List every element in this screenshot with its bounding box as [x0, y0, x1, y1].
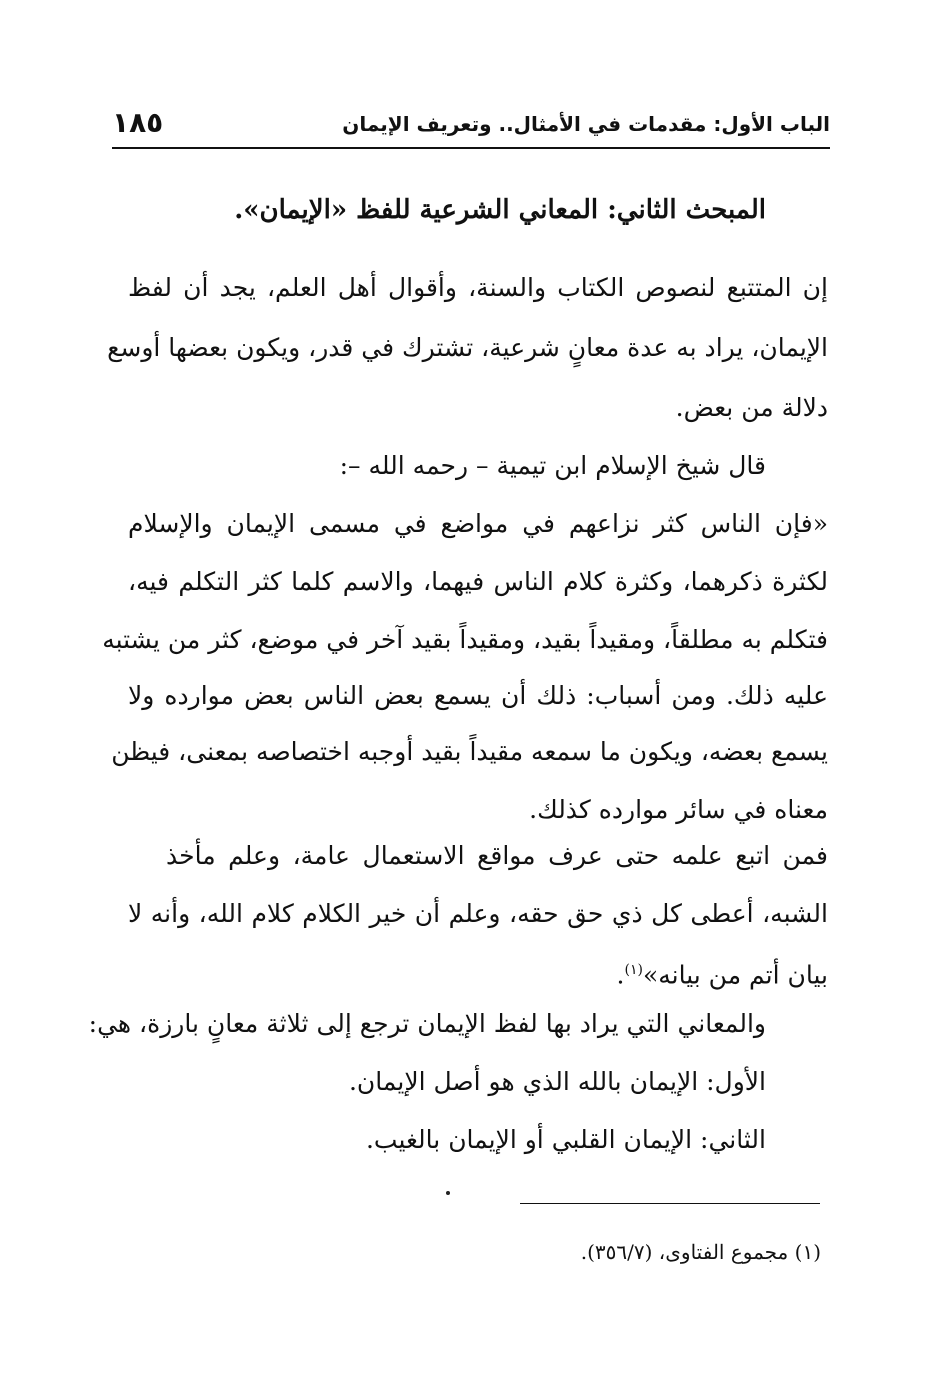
meanings-intro: والمعاني التي يراد بها لفظ الإيمان ترجع إلى ثلاثة معانٍ بارزة، هي:: [88, 1009, 766, 1038]
page-number: ١٨٥: [112, 106, 164, 139]
paragraph-line: الإيمان، يراد به عدة معانٍ شرعية، تشترك في قدر، ويكون بعضها أوسع: [107, 333, 828, 362]
paragraph-line: [617, 950, 828, 995]
quote-line: عليه ذلك. ومن أسباب: ذلك أن يسمع بعض الناس بعض موارده ولا: [128, 681, 828, 710]
footnote-ref: (١): [624, 962, 643, 978]
page-header: [112, 108, 830, 148]
quote-line: لكثرة ذكرهما، وكثرة كلام الناس فيهما، والاسم كلما كثر التكلم فيه،: [128, 567, 828, 596]
quote-line: «فإن الناس كثر نزاعهم في مواضع في مسمى الإيمان والإسلام: [128, 509, 828, 538]
header-rule: [112, 147, 830, 149]
ink-speck: [446, 1191, 450, 1195]
section-title: المبحث الثاني: المعاني الشرعية للفظ «الإيمان».: [234, 195, 766, 225]
paragraph-line: فمن اتبع علمه حتى عرف مواقع الاستعمال عامة، وعلم مأخذ: [166, 841, 828, 870]
footnote-rule: [520, 1203, 820, 1204]
footnote: (١) مجموع الفتاوى، (٣٥٦/٧).: [580, 1240, 821, 1264]
quote-intro: قال شيخ الإسلام ابن تيمية – رحمه الله –:: [339, 451, 766, 480]
quote-line: فتكلم به مطلقاً، ومقيداً بقيد، ومقيداً بقيد آخر في موضع، كثر من يشتبه: [102, 625, 828, 654]
paragraph-line: الشبه، أعطى كل ذي حق حقه، وعلم أن خير الكلام كلام الله، وأنه لا: [128, 899, 828, 928]
meaning-item: الثاني: الإيمان القلبي أو الإيمان بالغيب.: [365, 1125, 766, 1154]
paragraph-line: دلالة من بعض.: [675, 393, 828, 422]
paragraph-text: بيان أتم من بيانه»: [642, 960, 828, 990]
running-title: الباب الأول: مقدمات في الأمثال.. وتعريف الإيمان: [342, 112, 830, 136]
paragraph-line: إن المتتبع لنصوص الكتاب والسنة، وأقوال أهل العلم، يجد أن لفظ: [128, 273, 828, 302]
quote-line: يسمع بعضه، ويكون ما سمعه مقيداً بقيد أوجبه اختصاصه بمعنى، فيظن: [111, 737, 828, 766]
paragraph-end: .: [616, 960, 625, 990]
meaning-item: الأول: الإيمان بالله الذي هو أصل الإيمان.: [348, 1067, 766, 1096]
quote-line: معناه في سائر موارده كذلك.: [529, 795, 828, 824]
